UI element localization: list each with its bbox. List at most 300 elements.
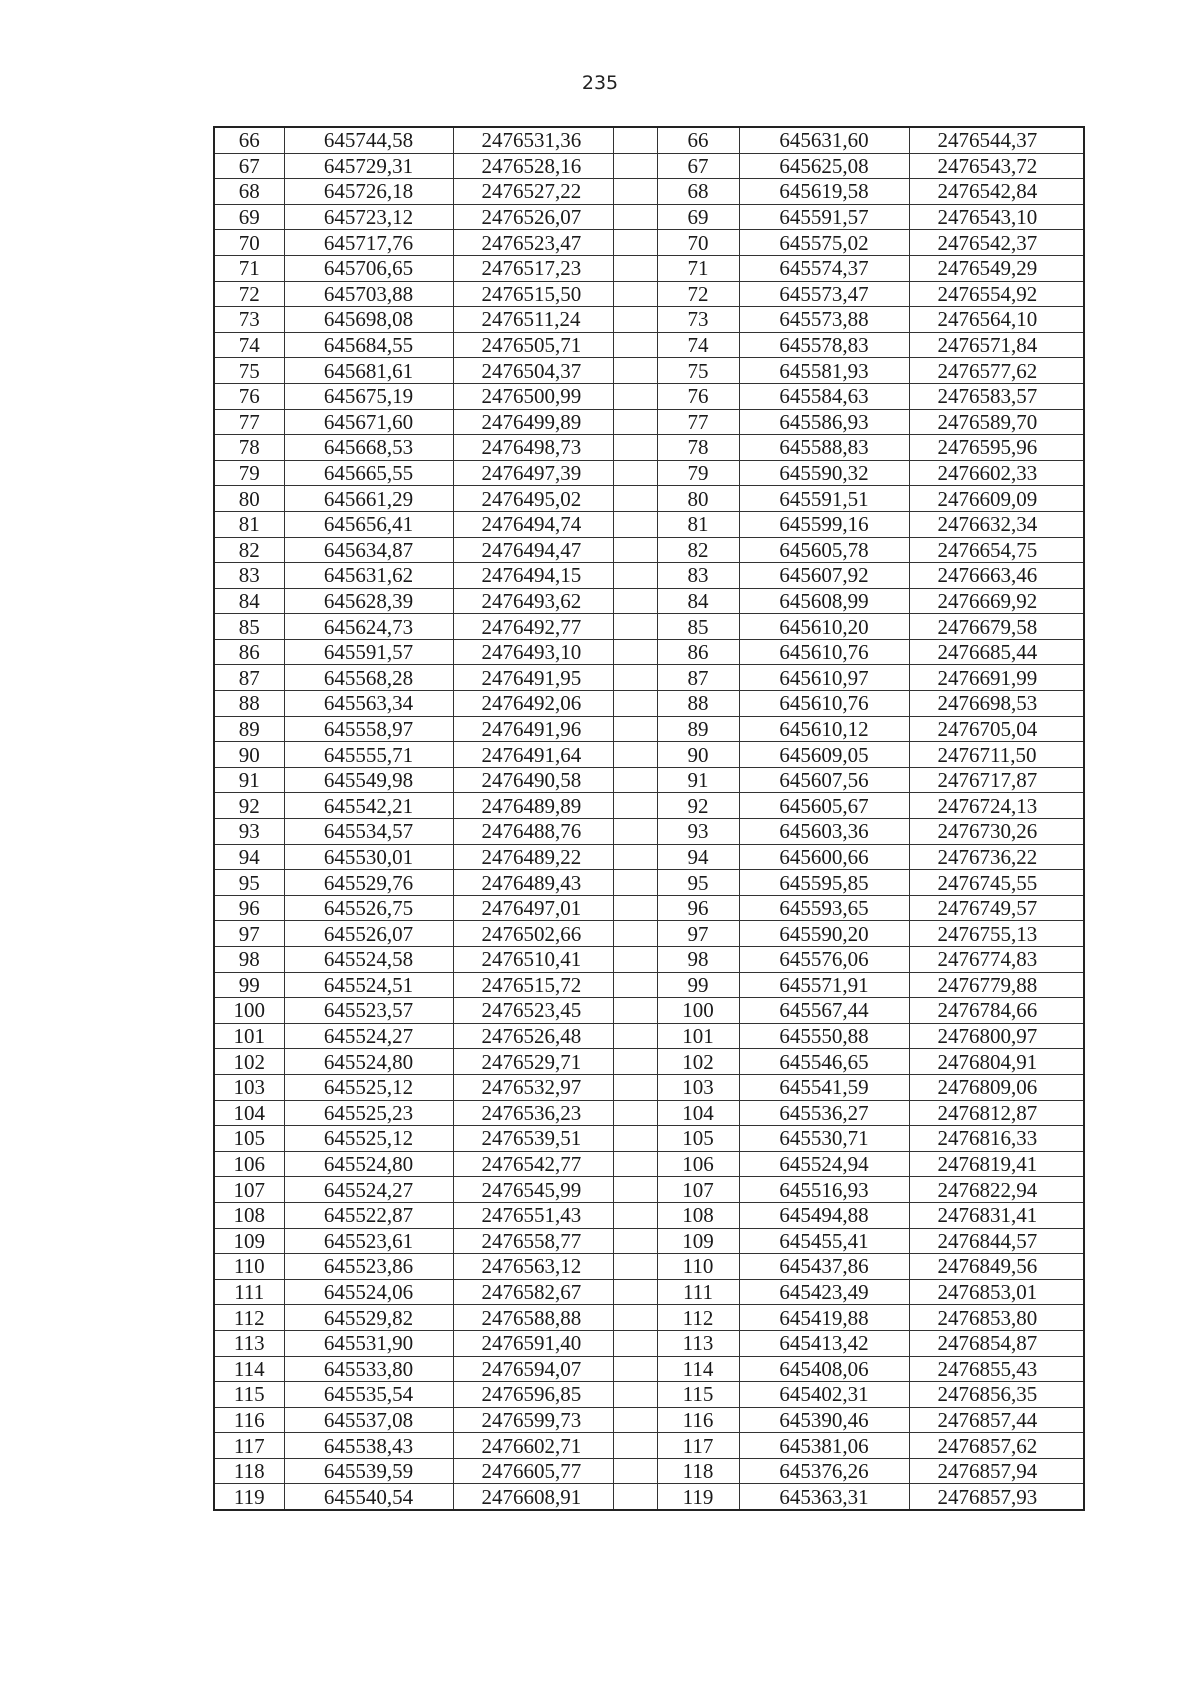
table-row xyxy=(214,332,1084,358)
right-point-number-cell: 70 xyxy=(657,230,739,256)
left-point-number-cell: 88 xyxy=(214,691,284,717)
right-y-coordinate-cell: 2476583,57 xyxy=(909,383,1084,409)
right-x-coordinate-cell: 645455,41 xyxy=(739,1228,909,1254)
left-y-coordinate-cell: 2476594,07 xyxy=(453,1356,613,1382)
gap-cell xyxy=(613,153,657,179)
table-row xyxy=(214,1407,1084,1433)
right-y-coordinate-cell: 2476654,75 xyxy=(909,537,1084,563)
right-point-number-cell: 69 xyxy=(657,204,739,230)
right-point-number-cell: 116 xyxy=(657,1407,739,1433)
left-y-coordinate-cell: 2476582,67 xyxy=(453,1279,613,1305)
right-point-number-cell: 74 xyxy=(657,332,739,358)
gap-cell xyxy=(613,588,657,614)
right-y-coordinate-cell: 2476544,37 xyxy=(909,127,1084,153)
right-y-coordinate-cell: 2476543,72 xyxy=(909,153,1084,179)
right-x-coordinate-cell: 645381,06 xyxy=(739,1433,909,1459)
left-y-coordinate-cell: 2476563,12 xyxy=(453,1254,613,1280)
left-point-number-cell: 84 xyxy=(214,588,284,614)
left-point-number-cell: 94 xyxy=(214,844,284,870)
left-x-coordinate-cell: 645537,08 xyxy=(284,1407,453,1433)
left-x-coordinate-cell: 645539,59 xyxy=(284,1458,453,1484)
left-point-number-cell: 76 xyxy=(214,383,284,409)
right-point-number-cell: 94 xyxy=(657,844,739,870)
right-y-coordinate-cell: 2476543,10 xyxy=(909,204,1084,230)
right-y-coordinate-cell: 2476749,57 xyxy=(909,895,1084,921)
table-row xyxy=(214,460,1084,486)
right-y-coordinate-cell: 2476849,56 xyxy=(909,1254,1084,1280)
left-x-coordinate-cell: 645568,28 xyxy=(284,665,453,691)
right-y-coordinate-cell: 2476857,93 xyxy=(909,1484,1084,1510)
table-row xyxy=(214,153,1084,179)
page-number: 235 xyxy=(581,72,619,94)
gap-cell xyxy=(613,1023,657,1049)
gap-cell xyxy=(613,1407,657,1433)
table-row xyxy=(214,947,1084,973)
left-point-number-cell: 111 xyxy=(214,1279,284,1305)
right-x-coordinate-cell: 645591,57 xyxy=(739,204,909,230)
left-x-coordinate-cell: 645526,75 xyxy=(284,895,453,921)
left-y-coordinate-cell: 2476494,47 xyxy=(453,537,613,563)
table-row xyxy=(214,486,1084,512)
left-point-number-cell: 118 xyxy=(214,1458,284,1484)
left-y-coordinate-cell: 2476602,71 xyxy=(453,1433,613,1459)
right-point-number-cell: 93 xyxy=(657,819,739,845)
right-y-coordinate-cell: 2476755,13 xyxy=(909,921,1084,947)
right-point-number-cell: 77 xyxy=(657,409,739,435)
table-row xyxy=(214,1356,1084,1382)
right-y-coordinate-cell: 2476804,91 xyxy=(909,1049,1084,1075)
right-point-number-cell: 105 xyxy=(657,1126,739,1152)
left-x-coordinate-cell: 645523,57 xyxy=(284,998,453,1024)
left-x-coordinate-cell: 645631,62 xyxy=(284,563,453,589)
left-point-number-cell: 81 xyxy=(214,511,284,537)
right-x-coordinate-cell: 645608,99 xyxy=(739,588,909,614)
right-point-number-cell: 85 xyxy=(657,614,739,640)
right-point-number-cell: 108 xyxy=(657,1202,739,1228)
gap-cell xyxy=(613,486,657,512)
right-point-number-cell: 119 xyxy=(657,1484,739,1510)
gap-cell xyxy=(613,691,657,717)
table-row xyxy=(214,844,1084,870)
table-row xyxy=(214,1458,1084,1484)
left-point-number-cell: 109 xyxy=(214,1228,284,1254)
left-y-coordinate-cell: 2476491,64 xyxy=(453,742,613,768)
gap-cell xyxy=(613,511,657,537)
gap-cell xyxy=(613,1330,657,1356)
left-y-coordinate-cell: 2476551,43 xyxy=(453,1202,613,1228)
gap-cell xyxy=(613,1305,657,1331)
left-point-number-cell: 66 xyxy=(214,127,284,153)
coordinates-table-body xyxy=(214,127,1084,1510)
left-point-number-cell: 78 xyxy=(214,435,284,461)
right-point-number-cell: 86 xyxy=(657,639,739,665)
right-point-number-cell: 103 xyxy=(657,1074,739,1100)
left-x-coordinate-cell: 645563,34 xyxy=(284,691,453,717)
right-x-coordinate-cell: 645586,93 xyxy=(739,409,909,435)
right-x-coordinate-cell: 645599,16 xyxy=(739,511,909,537)
left-point-number-cell: 90 xyxy=(214,742,284,768)
left-y-coordinate-cell: 2476493,62 xyxy=(453,588,613,614)
right-point-number-cell: 118 xyxy=(657,1458,739,1484)
table-row xyxy=(214,1382,1084,1408)
right-y-coordinate-cell: 2476711,50 xyxy=(909,742,1084,768)
right-x-coordinate-cell: 645402,31 xyxy=(739,1382,909,1408)
left-y-coordinate-cell: 2476539,51 xyxy=(453,1126,613,1152)
left-y-coordinate-cell: 2476529,71 xyxy=(453,1049,613,1075)
left-y-coordinate-cell: 2476528,16 xyxy=(453,153,613,179)
right-y-coordinate-cell: 2476679,58 xyxy=(909,614,1084,640)
gap-cell xyxy=(613,204,657,230)
right-point-number-cell: 101 xyxy=(657,1023,739,1049)
left-y-coordinate-cell: 2476531,36 xyxy=(453,127,613,153)
left-point-number-cell: 115 xyxy=(214,1382,284,1408)
right-x-coordinate-cell: 645516,93 xyxy=(739,1177,909,1203)
table-row xyxy=(214,588,1084,614)
right-point-number-cell: 68 xyxy=(657,179,739,205)
right-point-number-cell: 117 xyxy=(657,1433,739,1459)
right-point-number-cell: 75 xyxy=(657,358,739,384)
right-y-coordinate-cell: 2476564,10 xyxy=(909,307,1084,333)
gap-cell xyxy=(613,1254,657,1280)
right-point-number-cell: 96 xyxy=(657,895,739,921)
table-row xyxy=(214,1126,1084,1152)
left-point-number-cell: 87 xyxy=(214,665,284,691)
left-y-coordinate-cell: 2476532,97 xyxy=(453,1074,613,1100)
left-point-number-cell: 117 xyxy=(214,1433,284,1459)
table-row xyxy=(214,511,1084,537)
left-y-coordinate-cell: 2476492,06 xyxy=(453,691,613,717)
left-y-coordinate-cell: 2476545,99 xyxy=(453,1177,613,1203)
right-x-coordinate-cell: 645408,06 xyxy=(739,1356,909,1382)
left-y-coordinate-cell: 2476489,89 xyxy=(453,793,613,819)
left-point-number-cell: 69 xyxy=(214,204,284,230)
left-y-coordinate-cell: 2476510,41 xyxy=(453,947,613,973)
right-point-number-cell: 73 xyxy=(657,307,739,333)
left-y-coordinate-cell: 2476596,85 xyxy=(453,1382,613,1408)
left-x-coordinate-cell: 645675,19 xyxy=(284,383,453,409)
table-row xyxy=(214,1484,1084,1510)
right-y-coordinate-cell: 2476844,57 xyxy=(909,1228,1084,1254)
left-point-number-cell: 104 xyxy=(214,1100,284,1126)
left-y-coordinate-cell: 2476497,01 xyxy=(453,895,613,921)
left-x-coordinate-cell: 645525,12 xyxy=(284,1126,453,1152)
table-row xyxy=(214,409,1084,435)
gap-cell xyxy=(613,460,657,486)
left-point-number-cell: 91 xyxy=(214,767,284,793)
left-x-coordinate-cell: 645723,12 xyxy=(284,204,453,230)
left-point-number-cell: 101 xyxy=(214,1023,284,1049)
right-x-coordinate-cell: 645609,05 xyxy=(739,742,909,768)
right-y-coordinate-cell: 2476577,62 xyxy=(909,358,1084,384)
right-point-number-cell: 89 xyxy=(657,716,739,742)
gap-cell xyxy=(613,819,657,845)
right-y-coordinate-cell: 2476698,53 xyxy=(909,691,1084,717)
gap-cell xyxy=(613,1356,657,1382)
right-y-coordinate-cell: 2476736,22 xyxy=(909,844,1084,870)
right-y-coordinate-cell: 2476549,29 xyxy=(909,255,1084,281)
right-y-coordinate-cell: 2476542,84 xyxy=(909,179,1084,205)
left-x-coordinate-cell: 645534,57 xyxy=(284,819,453,845)
right-x-coordinate-cell: 645578,83 xyxy=(739,332,909,358)
left-y-coordinate-cell: 2476491,96 xyxy=(453,716,613,742)
left-point-number-cell: 85 xyxy=(214,614,284,640)
left-point-number-cell: 71 xyxy=(214,255,284,281)
table-row xyxy=(214,793,1084,819)
table-row xyxy=(214,1330,1084,1356)
gap-cell xyxy=(613,1151,657,1177)
left-point-number-cell: 106 xyxy=(214,1151,284,1177)
left-y-coordinate-cell: 2476492,77 xyxy=(453,614,613,640)
gap-cell xyxy=(613,230,657,256)
gap-cell xyxy=(613,1177,657,1203)
left-y-coordinate-cell: 2476498,73 xyxy=(453,435,613,461)
left-point-number-cell: 80 xyxy=(214,486,284,512)
right-y-coordinate-cell: 2476663,46 xyxy=(909,563,1084,589)
left-point-number-cell: 68 xyxy=(214,179,284,205)
left-point-number-cell: 77 xyxy=(214,409,284,435)
right-x-coordinate-cell: 645603,36 xyxy=(739,819,909,845)
left-y-coordinate-cell: 2476526,48 xyxy=(453,1023,613,1049)
gap-cell xyxy=(613,255,657,281)
right-y-coordinate-cell: 2476609,09 xyxy=(909,486,1084,512)
left-x-coordinate-cell: 645591,57 xyxy=(284,639,453,665)
table-row xyxy=(214,1202,1084,1228)
gap-cell xyxy=(613,563,657,589)
table-row xyxy=(214,383,1084,409)
right-point-number-cell: 88 xyxy=(657,691,739,717)
left-point-number-cell: 96 xyxy=(214,895,284,921)
right-x-coordinate-cell: 645595,85 xyxy=(739,870,909,896)
left-point-number-cell: 97 xyxy=(214,921,284,947)
right-y-coordinate-cell: 2476800,97 xyxy=(909,1023,1084,1049)
right-y-coordinate-cell: 2476857,62 xyxy=(909,1433,1084,1459)
table-row xyxy=(214,1074,1084,1100)
left-x-coordinate-cell: 645540,54 xyxy=(284,1484,453,1510)
right-x-coordinate-cell: 645575,02 xyxy=(739,230,909,256)
gap-cell xyxy=(613,537,657,563)
left-point-number-cell: 82 xyxy=(214,537,284,563)
right-point-number-cell: 100 xyxy=(657,998,739,1024)
right-y-coordinate-cell: 2476632,34 xyxy=(909,511,1084,537)
left-y-coordinate-cell: 2476588,88 xyxy=(453,1305,613,1331)
right-x-coordinate-cell: 645591,51 xyxy=(739,486,909,512)
right-y-coordinate-cell: 2476595,96 xyxy=(909,435,1084,461)
gap-cell xyxy=(613,639,657,665)
table-row xyxy=(214,1177,1084,1203)
right-x-coordinate-cell: 645419,88 xyxy=(739,1305,909,1331)
table-row xyxy=(214,1023,1084,1049)
table-row xyxy=(214,921,1084,947)
right-y-coordinate-cell: 2476855,43 xyxy=(909,1356,1084,1382)
left-point-number-cell: 79 xyxy=(214,460,284,486)
right-x-coordinate-cell: 645610,12 xyxy=(739,716,909,742)
left-x-coordinate-cell: 645525,12 xyxy=(284,1074,453,1100)
right-point-number-cell: 92 xyxy=(657,793,739,819)
left-y-coordinate-cell: 2476490,58 xyxy=(453,767,613,793)
left-point-number-cell: 105 xyxy=(214,1126,284,1152)
right-x-coordinate-cell: 645610,97 xyxy=(739,665,909,691)
left-y-coordinate-cell: 2476494,15 xyxy=(453,563,613,589)
left-x-coordinate-cell: 645665,55 xyxy=(284,460,453,486)
left-point-number-cell: 92 xyxy=(214,793,284,819)
left-point-number-cell: 113 xyxy=(214,1330,284,1356)
right-x-coordinate-cell: 645590,20 xyxy=(739,921,909,947)
right-y-coordinate-cell: 2476819,41 xyxy=(909,1151,1084,1177)
right-point-number-cell: 99 xyxy=(657,972,739,998)
gap-cell xyxy=(613,281,657,307)
right-y-coordinate-cell: 2476589,70 xyxy=(909,409,1084,435)
table-row xyxy=(214,537,1084,563)
left-x-coordinate-cell: 645628,39 xyxy=(284,588,453,614)
right-y-coordinate-cell: 2476857,94 xyxy=(909,1458,1084,1484)
left-x-coordinate-cell: 645530,01 xyxy=(284,844,453,870)
gap-cell xyxy=(613,179,657,205)
right-x-coordinate-cell: 645437,86 xyxy=(739,1254,909,1280)
left-point-number-cell: 108 xyxy=(214,1202,284,1228)
left-y-coordinate-cell: 2476502,66 xyxy=(453,921,613,947)
gap-cell xyxy=(613,1202,657,1228)
right-y-coordinate-cell: 2476571,84 xyxy=(909,332,1084,358)
gap-cell xyxy=(613,383,657,409)
gap-cell xyxy=(613,332,657,358)
left-point-number-cell: 67 xyxy=(214,153,284,179)
left-y-coordinate-cell: 2476608,91 xyxy=(453,1484,613,1510)
left-point-number-cell: 119 xyxy=(214,1484,284,1510)
gap-cell xyxy=(613,947,657,973)
left-x-coordinate-cell: 645529,76 xyxy=(284,870,453,896)
left-y-coordinate-cell: 2476511,24 xyxy=(453,307,613,333)
gap-cell xyxy=(613,307,657,333)
right-x-coordinate-cell: 645610,76 xyxy=(739,639,909,665)
right-y-coordinate-cell: 2476816,33 xyxy=(909,1126,1084,1152)
left-y-coordinate-cell: 2476488,76 xyxy=(453,819,613,845)
right-x-coordinate-cell: 645607,56 xyxy=(739,767,909,793)
table-row xyxy=(214,307,1084,333)
left-point-number-cell: 110 xyxy=(214,1254,284,1280)
table-row xyxy=(214,204,1084,230)
right-point-number-cell: 113 xyxy=(657,1330,739,1356)
right-x-coordinate-cell: 645590,32 xyxy=(739,460,909,486)
right-x-coordinate-cell: 645588,83 xyxy=(739,435,909,461)
right-point-number-cell: 109 xyxy=(657,1228,739,1254)
right-point-number-cell: 87 xyxy=(657,665,739,691)
left-x-coordinate-cell: 645524,80 xyxy=(284,1151,453,1177)
left-x-coordinate-cell: 645542,21 xyxy=(284,793,453,819)
right-x-coordinate-cell: 645584,63 xyxy=(739,383,909,409)
gap-cell xyxy=(613,1126,657,1152)
gap-cell xyxy=(613,127,657,153)
left-x-coordinate-cell: 645656,41 xyxy=(284,511,453,537)
right-y-coordinate-cell: 2476857,44 xyxy=(909,1407,1084,1433)
table-row xyxy=(214,255,1084,281)
left-point-number-cell: 114 xyxy=(214,1356,284,1382)
right-point-number-cell: 79 xyxy=(657,460,739,486)
right-x-coordinate-cell: 645631,60 xyxy=(739,127,909,153)
right-point-number-cell: 114 xyxy=(657,1356,739,1382)
left-y-coordinate-cell: 2476536,23 xyxy=(453,1100,613,1126)
right-point-number-cell: 91 xyxy=(657,767,739,793)
left-y-coordinate-cell: 2476491,95 xyxy=(453,665,613,691)
right-x-coordinate-cell: 645625,08 xyxy=(739,153,909,179)
left-y-coordinate-cell: 2476542,77 xyxy=(453,1151,613,1177)
left-x-coordinate-cell: 645744,58 xyxy=(284,127,453,153)
gap-cell xyxy=(613,1049,657,1075)
right-point-number-cell: 97 xyxy=(657,921,739,947)
right-point-number-cell: 106 xyxy=(657,1151,739,1177)
gap-cell xyxy=(613,742,657,768)
gap-cell xyxy=(613,665,657,691)
table-row xyxy=(214,972,1084,998)
table-row xyxy=(214,435,1084,461)
right-x-coordinate-cell: 645363,31 xyxy=(739,1484,909,1510)
left-point-number-cell: 75 xyxy=(214,358,284,384)
table-row xyxy=(214,358,1084,384)
right-y-coordinate-cell: 2476853,80 xyxy=(909,1305,1084,1331)
table-row xyxy=(214,870,1084,896)
left-point-number-cell: 86 xyxy=(214,639,284,665)
right-point-number-cell: 90 xyxy=(657,742,739,768)
right-point-number-cell: 112 xyxy=(657,1305,739,1331)
table-row xyxy=(214,1433,1084,1459)
right-y-coordinate-cell: 2476784,66 xyxy=(909,998,1084,1024)
table-row xyxy=(214,1305,1084,1331)
right-point-number-cell: 111 xyxy=(657,1279,739,1305)
left-x-coordinate-cell: 645522,87 xyxy=(284,1202,453,1228)
left-y-coordinate-cell: 2476526,07 xyxy=(453,204,613,230)
right-y-coordinate-cell: 2476717,87 xyxy=(909,767,1084,793)
right-y-coordinate-cell: 2476685,44 xyxy=(909,639,1084,665)
left-y-coordinate-cell: 2476591,40 xyxy=(453,1330,613,1356)
right-y-coordinate-cell: 2476602,33 xyxy=(909,460,1084,486)
left-point-number-cell: 100 xyxy=(214,998,284,1024)
right-point-number-cell: 102 xyxy=(657,1049,739,1075)
left-y-coordinate-cell: 2476500,99 xyxy=(453,383,613,409)
left-x-coordinate-cell: 645555,71 xyxy=(284,742,453,768)
left-y-coordinate-cell: 2476515,72 xyxy=(453,972,613,998)
right-y-coordinate-cell: 2476822,94 xyxy=(909,1177,1084,1203)
right-y-coordinate-cell: 2476724,13 xyxy=(909,793,1084,819)
right-x-coordinate-cell: 645607,92 xyxy=(739,563,909,589)
left-x-coordinate-cell: 645717,76 xyxy=(284,230,453,256)
gap-cell xyxy=(613,767,657,793)
gap-cell xyxy=(613,1458,657,1484)
right-point-number-cell: 107 xyxy=(657,1177,739,1203)
left-x-coordinate-cell: 645524,58 xyxy=(284,947,453,973)
right-point-number-cell: 84 xyxy=(657,588,739,614)
right-y-coordinate-cell: 2476691,99 xyxy=(909,665,1084,691)
left-x-coordinate-cell: 645668,53 xyxy=(284,435,453,461)
gap-cell xyxy=(613,716,657,742)
table-row xyxy=(214,281,1084,307)
left-point-number-cell: 116 xyxy=(214,1407,284,1433)
gap-cell xyxy=(613,1484,657,1510)
left-y-coordinate-cell: 2476599,73 xyxy=(453,1407,613,1433)
left-x-coordinate-cell: 645729,31 xyxy=(284,153,453,179)
left-y-coordinate-cell: 2476523,45 xyxy=(453,998,613,1024)
right-point-number-cell: 95 xyxy=(657,870,739,896)
right-point-number-cell: 67 xyxy=(657,153,739,179)
right-y-coordinate-cell: 2476554,92 xyxy=(909,281,1084,307)
left-y-coordinate-cell: 2476523,47 xyxy=(453,230,613,256)
gap-cell xyxy=(613,1382,657,1408)
left-point-number-cell: 98 xyxy=(214,947,284,973)
left-point-number-cell: 74 xyxy=(214,332,284,358)
right-y-coordinate-cell: 2476809,06 xyxy=(909,1074,1084,1100)
coordinates-table xyxy=(213,126,1085,1511)
left-y-coordinate-cell: 2476497,39 xyxy=(453,460,613,486)
gap-cell xyxy=(613,1228,657,1254)
gap-cell xyxy=(613,921,657,947)
